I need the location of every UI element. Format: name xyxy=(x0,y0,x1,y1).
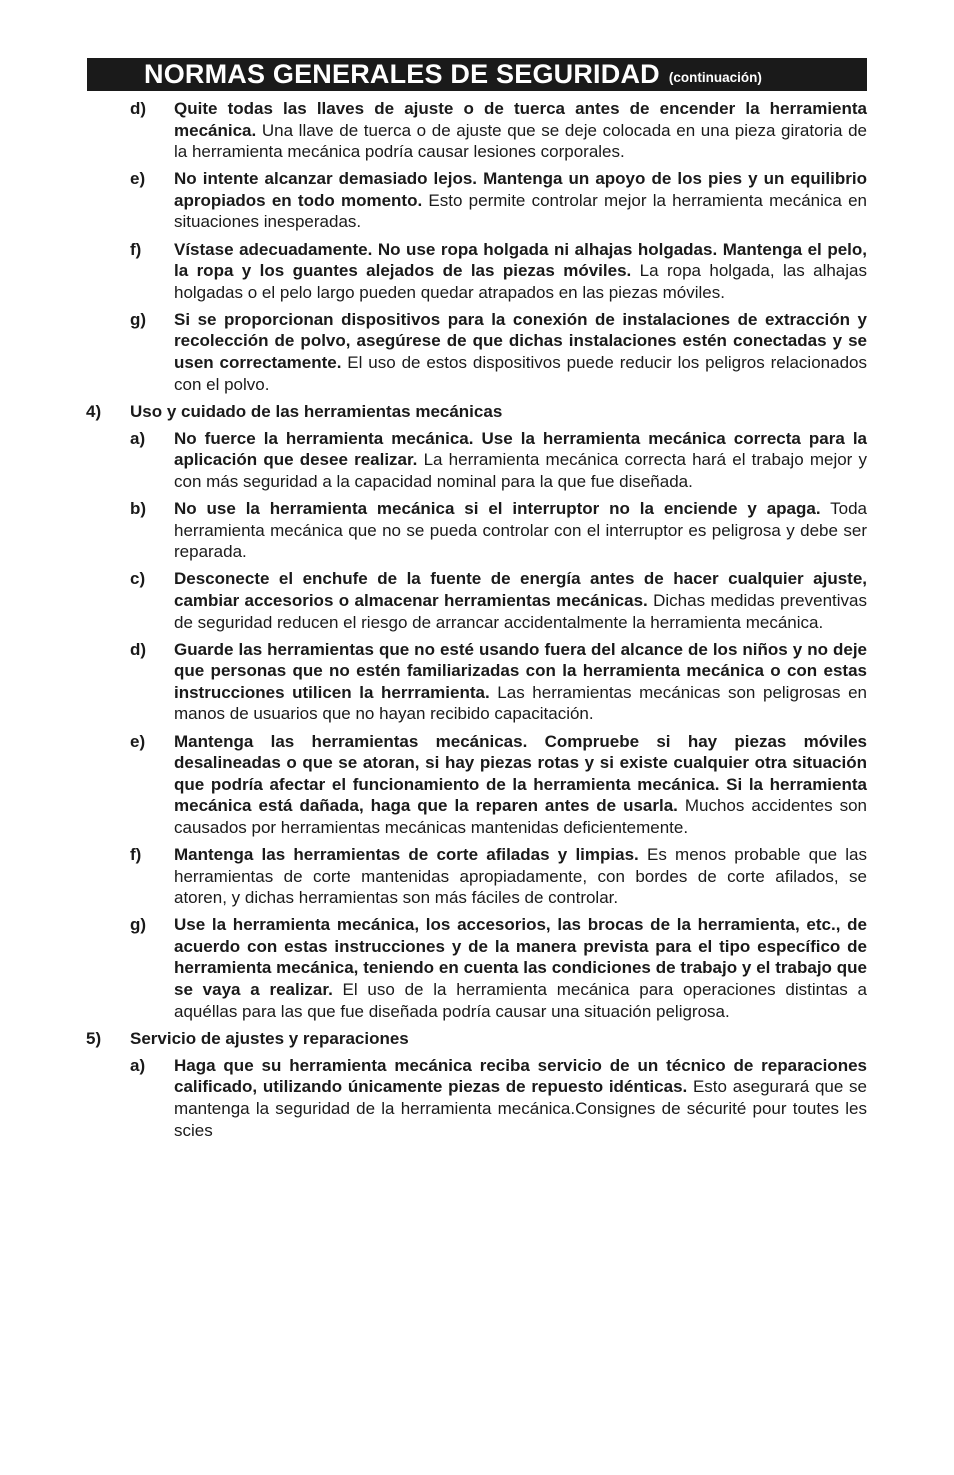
section-title: Uso y cuidado de las herramientas mecánicas xyxy=(130,401,503,421)
page-subtitle: (continuación) xyxy=(668,70,762,85)
item-label: f) xyxy=(130,239,142,259)
document-body xyxy=(0,98,954,1147)
item-bold-text: No use la herramienta mecánica si el interruptor no la enciende y apaga. xyxy=(174,499,821,519)
item-label: e) xyxy=(130,169,146,189)
item-text: Muchos accidentes son causados por herramientas mecánicas mantenidas deficientemente. xyxy=(174,796,867,837)
item-text: Dichas medidas preventivas de seguridad reducen el riesgo de arrancar accidentalmente la herramienta mecánica. xyxy=(174,590,867,632)
item-text: El uso de la herramienta mecánica para operaciones distintas a aquéllas para las que fue diseñada podría causar una situación peligrosa. xyxy=(174,980,867,1021)
item-bold-text: No fuerce la herramienta mecánica. Use la herramienta mecánica correcta para la aplicación que desee realizar. xyxy=(174,428,867,470)
item-bold-text: Vístase adecuadamente. No use ropa holgada ni alhajas holgadas. Mantenga el pelo, la ropa y los guantes alejados de las piezas móviles. xyxy=(174,239,867,281)
list-item xyxy=(130,731,867,839)
item-label: a) xyxy=(130,1055,146,1075)
list-item xyxy=(130,428,868,493)
item-label: c) xyxy=(130,569,146,589)
section-number: 5) xyxy=(86,1028,102,1048)
item-text: Esto permite controlar mejor la herramienta mecánica en situaciones inesperadas. xyxy=(174,190,868,232)
section-heading xyxy=(86,1028,954,1050)
list-item xyxy=(130,639,867,725)
item-text: Esto asegurará que se mantenga la seguridad de la herramienta mecánica.Consignes de sécurité pour toutes les scies xyxy=(174,1077,867,1140)
item-bold-text: Guarde las herramientas que no esté usando fuera del alcance de los niños y no deje que personas que no estén familiarizadas con la herramienta mecánica o con estas instrucciones utilicen la herrramienta. xyxy=(174,639,867,702)
item-bold-text: Si se proporcionan dispositivos para la conexión de instalaciones de extracción y recolección de polvo, asegúrese de que dichas instalaciones estén conectadas y se usen correctamente. xyxy=(174,309,867,373)
item-bold-text: Desconecte el enchufe de la fuente de energía antes de hacer cualquier ajuste, cambiar accesorios o almacenar herramientas mecánicas. xyxy=(174,569,867,610)
list-item xyxy=(130,168,868,233)
list-item xyxy=(130,309,867,395)
item-text: Es menos probable que las herramientas de corte mantenidas apropiadamente, con bordes de corte afilados, se atoren, y dichas herramientas son más fáciles de controlar. xyxy=(174,845,867,908)
item-bold-text: Quite todas las llaves de ajuste o de tuerca antes de encender la herramienta mecánica. xyxy=(174,99,867,140)
list-item xyxy=(130,568,867,633)
item-text: Una llave de tuerca o de ajuste que se deje colocada en una pieza giratoria de la herramienta mecánica podría causar lesiones corporales. xyxy=(174,120,867,162)
section-title: Servicio de ajustes y reparaciones xyxy=(130,1028,409,1048)
item-label: b) xyxy=(130,499,147,519)
item-label: e) xyxy=(130,731,146,751)
item-text: Toda herramienta mecánica que no se pueda controlar con el interruptor es peligrosa y debe ser reparada. xyxy=(174,499,867,562)
list-item xyxy=(130,239,867,304)
item-label: f) xyxy=(130,845,142,864)
item-text: Las herramientas mecánicas son peligrosas en manos de usuarios que no hayan recibido capacitación. xyxy=(174,682,867,724)
list-item xyxy=(130,98,867,163)
item-label: g) xyxy=(130,915,147,935)
item-label: d) xyxy=(130,99,147,118)
page-title: NORMAS GENERALES DE SEGURIDAD xyxy=(144,59,660,89)
section-number: 4) xyxy=(86,401,102,421)
item-text: La herramienta mecánica correcta hará el trabajo mejor y con más seguridad a la capacidad nominal para la que fue diseñada. xyxy=(174,450,868,491)
item-label: g) xyxy=(130,309,147,329)
section-heading xyxy=(86,401,954,423)
item-label: a) xyxy=(130,428,146,448)
item-bold-text: Haga que su herramienta mecánica reciba servicio de un técnico de reparaciones calificado, utilizando únicamente piezas de repuesto idénticas. xyxy=(174,1055,867,1097)
item-label: d) xyxy=(130,639,147,659)
item-bold-text: Mantenga las herramientas de corte afiladas y limpias. xyxy=(174,845,639,864)
item-text: El uso de estos dispositivos puede reducir los peligros relacionados con el polvo. xyxy=(174,353,867,394)
item-text: La ropa holgada, las alhajas holgadas o el pelo largo pueden quedar atrapados en las piezas móviles. xyxy=(174,261,867,302)
item-bold-text: No intente alcanzar demasiado lejos. Mantenga un apoyo de los pies y un equilibrio apropiados en todo momento. xyxy=(174,169,867,210)
section-header-banner xyxy=(87,58,867,91)
list-item xyxy=(130,914,867,1022)
item-bold-text: Use la herramienta mecánica, los accesorios, las brocas de la herramienta, etc., de acuerdo con estas instrucciones y de la manera prevista para el tipo específico de herramienta mecánica, teniendo en cuenta las condiciones de trabajo y el trabajo que se vaya a realizar. xyxy=(174,915,867,1000)
item-bold-text: Mantenga las herramientas mecánicas. Compruebe si hay piezas móviles desalineadas o que se atoran, si hay piezas rotas y si existe cualquier otra situación que podría afectar el funcionamiento de la herramienta mecánica. Si la herramienta mecánica está dañada, haga que la reparen antes de usarla. xyxy=(174,731,867,816)
list-item xyxy=(130,844,867,909)
list-item xyxy=(130,498,867,563)
list-item xyxy=(130,1055,867,1141)
